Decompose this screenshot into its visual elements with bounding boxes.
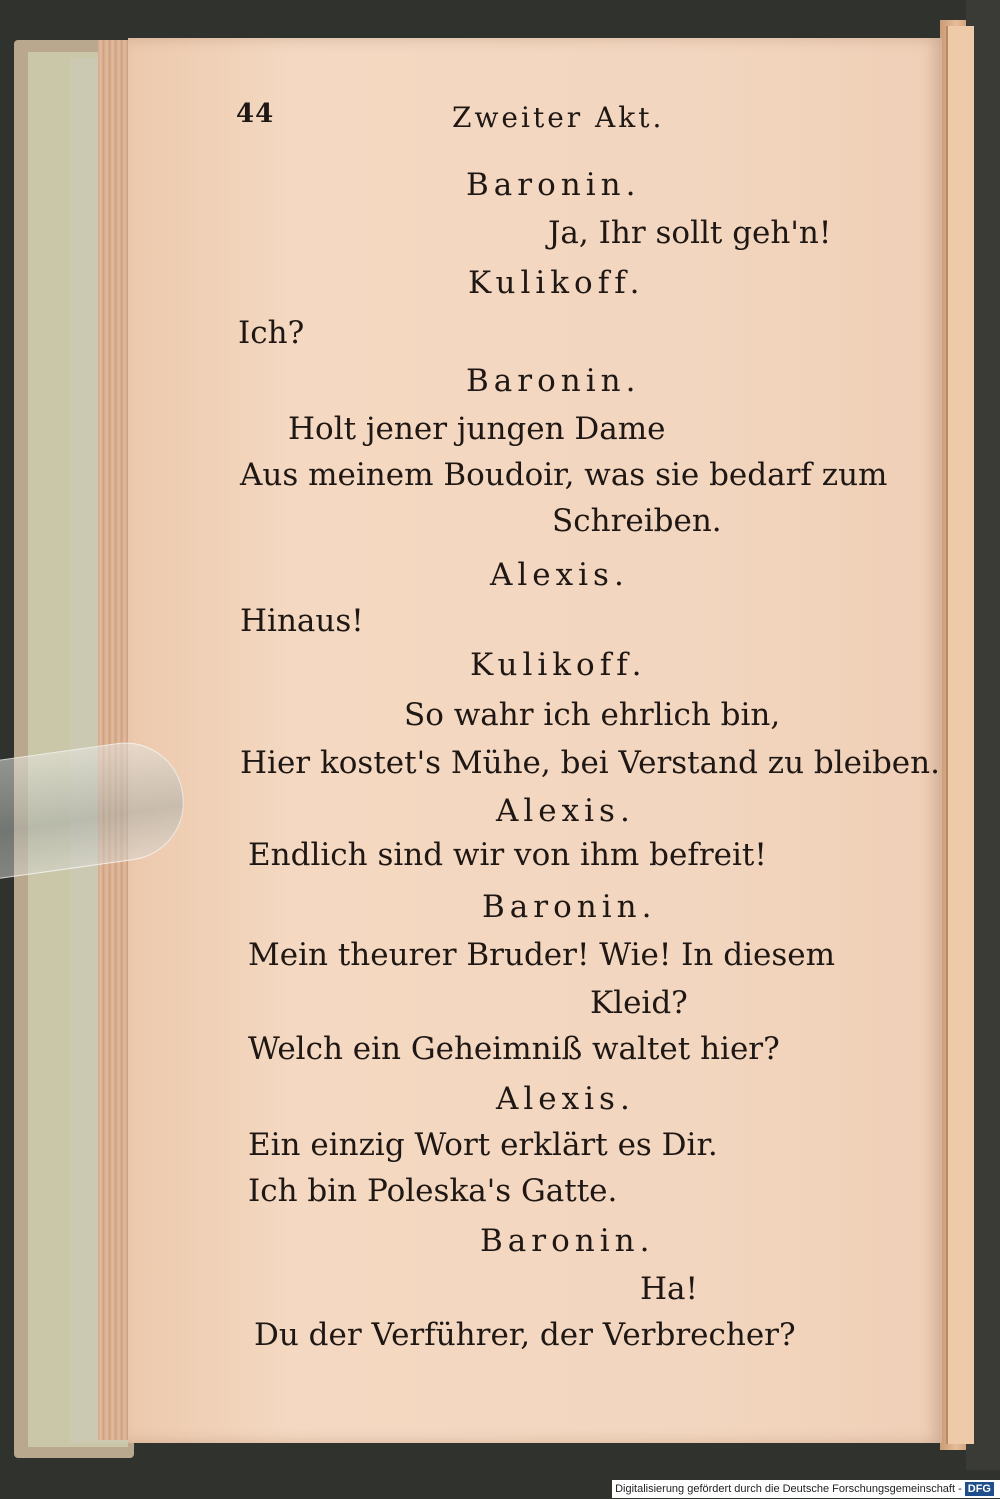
speaker-label: Baronin. bbox=[466, 363, 641, 399]
verse-line: Du der Verführer, der Verbrecher? bbox=[254, 1317, 796, 1353]
verse-line: Schreiben. bbox=[552, 503, 722, 539]
footer-text: Digitalisierung gefördert durch die Deutsche Forschungsgemeinschaft - bbox=[615, 1483, 962, 1495]
verse-line: Aus meinem Boudoir, was sie bedarf zum bbox=[240, 457, 888, 493]
digitization-footer bbox=[612, 1480, 1000, 1498]
running-head: Zweiter Akt. bbox=[452, 101, 665, 134]
dfg-logo: DFG bbox=[965, 1482, 994, 1496]
speaker-label: Alexis. bbox=[490, 557, 629, 593]
verse-line: Ja, Ihr sollt geh'n! bbox=[548, 215, 832, 251]
verse-line: Ha! bbox=[640, 1271, 698, 1307]
speaker-label: Alexis. bbox=[496, 793, 635, 829]
verse-line: Kleid? bbox=[590, 985, 688, 1021]
speaker-label: Kulikoff. bbox=[468, 265, 645, 301]
verse-line: Ich? bbox=[238, 315, 305, 351]
speaker-label: Kulikoff. bbox=[470, 647, 647, 683]
verse-line: Holt jener jungen Dame bbox=[288, 411, 666, 447]
verse-line: Mein theurer Bruder! Wie! In diesem bbox=[248, 937, 835, 973]
verse-line: Hier kostet's Mühe, bei Verstand zu bleiben. bbox=[240, 745, 940, 781]
verse-line: Hinaus! bbox=[240, 603, 364, 639]
speaker-label: Baronin. bbox=[482, 889, 657, 925]
verse-line: Welch ein Geheimniß waltet hier? bbox=[248, 1031, 780, 1067]
verse-line: Endlich sind wir von ihm befreit! bbox=[248, 837, 767, 873]
verse-line: So wahr ich ehrlich bin, bbox=[404, 697, 781, 733]
verse-line: Ein einzig Wort erklärt es Dir. bbox=[248, 1127, 718, 1163]
speaker-label: Baronin. bbox=[466, 167, 641, 203]
speaker-label: Baronin. bbox=[480, 1223, 655, 1259]
verse-line: Ich bin Poleska's Gatte. bbox=[248, 1173, 618, 1209]
page-number: 44 bbox=[236, 99, 275, 129]
speaker-label: Alexis. bbox=[496, 1081, 635, 1117]
